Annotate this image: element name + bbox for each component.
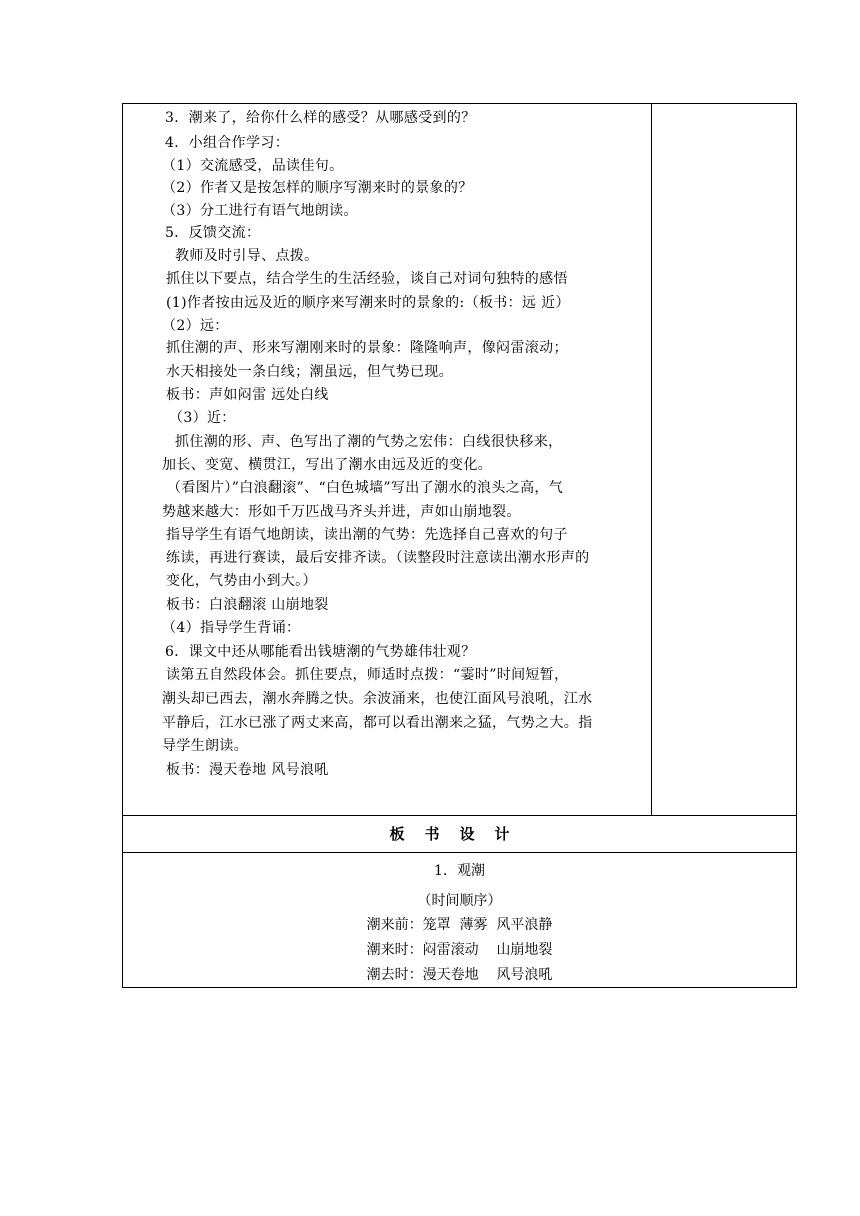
board-line: 潮来时：闷雷滚动 山崩地裂 <box>366 942 553 958</box>
board-design-header <box>123 816 796 852</box>
lesson-line: 板书：白浪翻滚 山崩地裂 <box>166 597 329 613</box>
board-header-char: 计 <box>494 825 530 843</box>
lesson-line: (1)作者按由远及近的顺序来写潮来时的景象的:（板书：远 近） <box>166 295 570 311</box>
lesson-line: 指导学生有语气地朗读，读出潮的气势：先选择自己喜欢的句子 <box>166 527 568 543</box>
lesson-line: 4．小组合作学习： <box>165 135 290 151</box>
board-header-char: 设 <box>459 825 495 843</box>
lesson-line: 抓住潮的形、声、色写出了潮的气势之宏伟：白线很快移来， <box>175 434 563 450</box>
board-line: （时间顺序） <box>417 893 502 909</box>
teaching-process-cell <box>162 104 652 815</box>
lesson-line: （4）指导学生背诵： <box>162 620 301 636</box>
lesson-line: 抓住潮的声、形来写潮刚来时的景象：隆隆响声，像闷雷滚动； <box>166 340 568 356</box>
board-header-char: 书 <box>424 825 460 843</box>
lesson-line: 势越来越大：形如千万匹战马齐头并进，声如山崩地裂。 <box>162 504 521 520</box>
lesson-line: （3）近： <box>169 410 236 426</box>
lesson-line: 5．反馈交流： <box>165 225 261 241</box>
lesson-plan-table <box>122 103 797 988</box>
lesson-line: （3）分工进行有语气地朗读。 <box>162 203 358 219</box>
lesson-line: （2）远： <box>162 318 229 334</box>
lesson-line: （2）作者又是按怎样的顺序写潮来时的景象的？ <box>162 180 473 196</box>
board-line: 潮去时：漫天卷地 风号浪吼 <box>366 967 553 983</box>
board-design-content <box>123 853 796 987</box>
notes-cell <box>652 104 797 815</box>
board-header-char: 板 <box>389 825 425 843</box>
lesson-line: （1）交流感受，品读佳句。 <box>162 158 344 174</box>
lesson-line: 读第五自然段体会。抓住要点，师适时点拨：“霎时”时间短暂， <box>166 667 569 683</box>
lesson-line: 6．课文中还从哪能看出钱塘潮的气势雄伟壮观？ <box>165 644 476 660</box>
lesson-line: 加长、变宽、横贯江，写出了潮水由远及近的变化。 <box>162 457 493 473</box>
lesson-line: 变化，气势由小到大。） <box>166 573 317 589</box>
lesson-line: 板书：漫天卷地 风号浪吼 <box>166 762 329 778</box>
lesson-line: 3．潮来了，给你什么样的感受？从哪感受到的？ <box>165 110 476 126</box>
lesson-line: 导学生朗读。 <box>162 738 249 754</box>
lesson-line: 水天相接处一条白线；潮虽远，但气势已现。 <box>166 364 453 380</box>
board-line: 潮来前：笼罩 薄雾 风平浪静 <box>366 917 553 933</box>
board-line: 1．观潮 <box>434 863 485 879</box>
lesson-line: 板书：声如闷雷 远处白线 <box>166 387 329 403</box>
lesson-line: （看图片）”白浪翻滚”、“白色城墙”写出了潮水的浪头之高，气 <box>167 480 564 496</box>
lesson-line: 平静后，江水已涨了两丈来高，都可以看出潮来之猛，气势之大。指 <box>162 715 593 731</box>
lesson-line: 抓住以下要点，结合学生的生活经验，谈自己对词句独特的感悟 <box>166 271 568 287</box>
lesson-line: 教师及时引导、点拨。 <box>175 248 319 264</box>
lesson-line: 练读，再进行赛读，最后安排齐读。（读整段时注意读出潮水形声的 <box>166 550 590 566</box>
lesson-line: 潮头却已西去，潮水奔腾之快。余波涌来，也使江面风号浪吼，江水 <box>162 691 593 707</box>
